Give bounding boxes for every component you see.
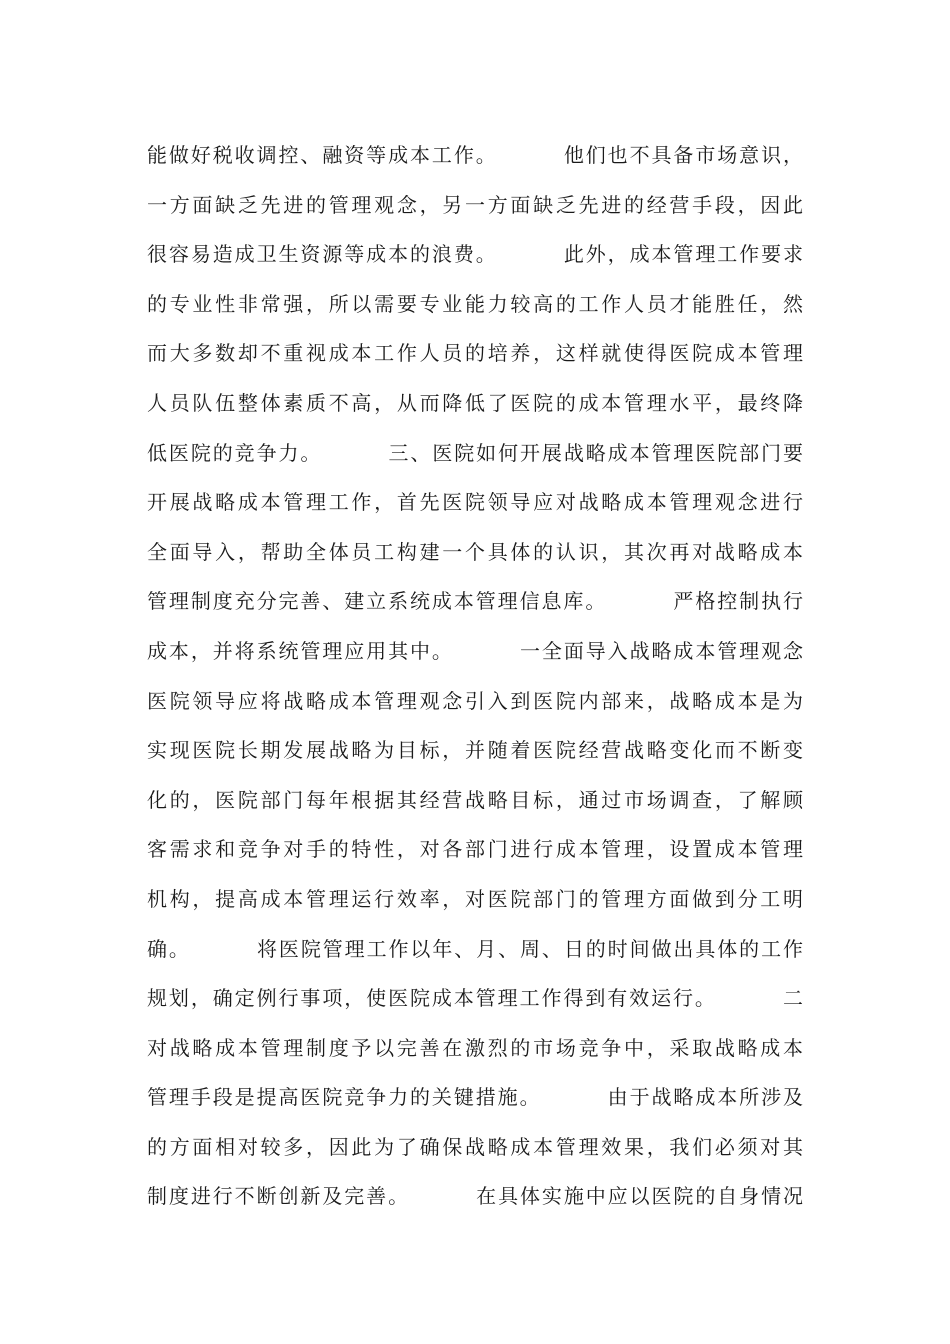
text-line-2: 一方面缺乏先进的管理观念，另一方面缺乏先进的经营手段，因此 (147, 192, 803, 217)
text-line-19: 对战略成本管理制度予以完善在激烈的市场竞争中，采取战略成本 (147, 1035, 803, 1060)
text-line-13: 实现医院长期发展战略为目标，并随着医院经营战略变化而不断变 (147, 738, 803, 763)
text-line-15: 客需求和竞争对手的特性，对各部门进行成本管理，设置成本管理 (147, 837, 803, 862)
text-line-21: 的方面相对较多，因此为了确保战略成本管理效果，我们必须对其 (147, 1134, 803, 1159)
text-line-1: 能做好税收调控、融资等成本工作。 他们也不具备市场意识， (147, 143, 803, 167)
text-line-5: 而大多数却不重视成本工作人员的培养，这样就使得医院成本管理 (147, 341, 803, 366)
text-line-20: 管理手段是提高医院竞争力的关键措施。 由于战略成本所涉及 (147, 1085, 803, 1110)
text-line-11: 成本，并将系统管理应用其中。 一全面导入战略成本管理观念 (147, 638, 803, 663)
text-line-12: 医院领导应将战略成本管理观念引入到医院内部来，战略成本是为 (147, 688, 803, 713)
text-line-3: 很容易造成卫生资源等成本的浪费。 此外，成本管理工作要求 (147, 242, 803, 267)
text-line-17: 确。 将医院管理工作以年、月、周、日的时间做出具体的工作 (147, 936, 803, 961)
text-line-6: 人员队伍整体素质不高，从而降低了医院的成本管理水平，最终降 (147, 390, 803, 415)
text-line-18: 规划，确定例行事项，使医院成本管理工作得到有效运行。 二 (147, 986, 803, 1011)
text-line-7: 低医院的竞争力。 三、医院如何开展战略成本管理医院部门要 (147, 440, 803, 465)
text-line-8: 开展战略成本管理工作，首先医院领导应对战略成本管理观念进行 (147, 490, 803, 515)
text-line-14: 化的，医院部门每年根据其经营战略目标，通过市场调查，了解顾 (147, 787, 803, 812)
body-text (147, 131, 803, 1222)
text-line-4: 的专业性非常强，所以需要专业能力较高的工作人员才能胜任，然 (147, 291, 803, 316)
text-line-16: 机构，提高成本管理运行效率，对医院部门的管理方面做到分工明 (147, 886, 803, 911)
text-line-9: 全面导入，帮助全体员工构建一个具体的认识，其次再对战略成本 (147, 539, 803, 564)
text-line-22: 制度进行不断创新及完善。 在具体实施中应以医院的自身情况 (147, 1184, 803, 1209)
text-line-10: 管理制度充分完善、建立系统成本管理信息库。 严格控制执行 (147, 589, 803, 614)
